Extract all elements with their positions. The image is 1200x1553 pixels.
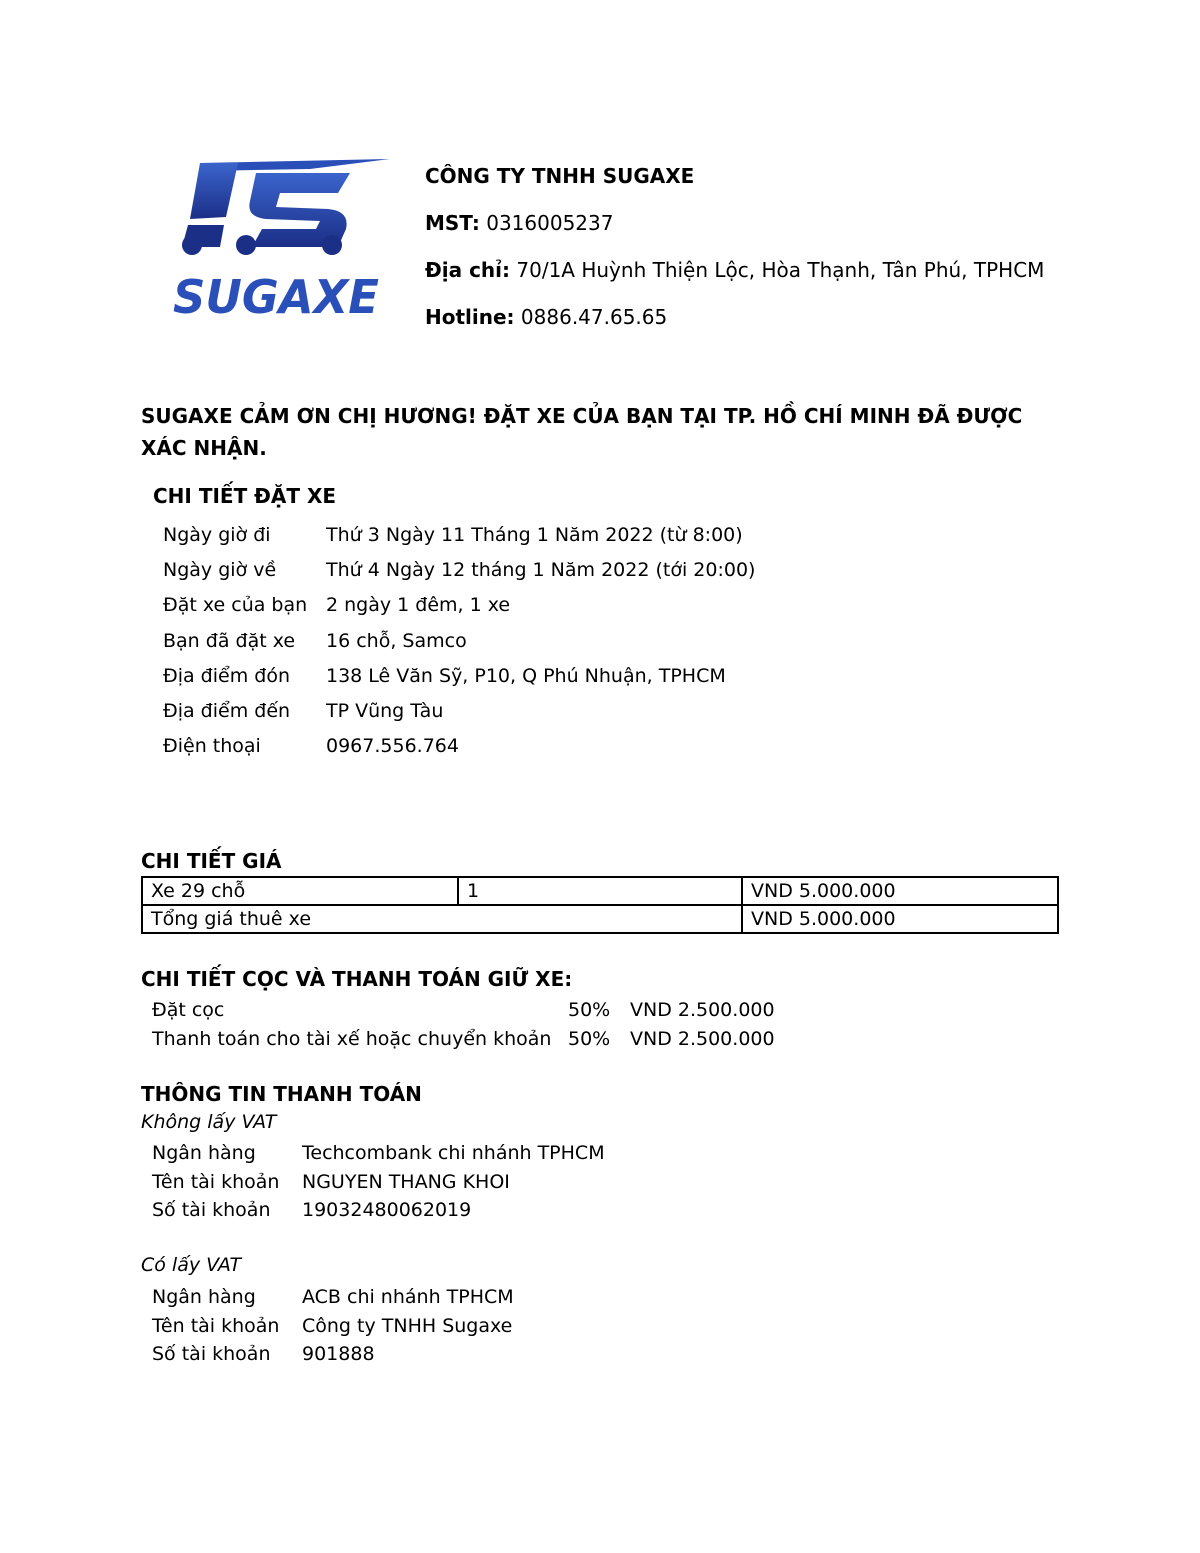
price-total-row: [142, 905, 1058, 933]
booking-label: Địa điểm đến: [163, 699, 291, 722]
deposit-percent: 50%: [568, 1027, 611, 1050]
booking-label: Địa điểm đón: [163, 664, 290, 687]
bank-row: [152, 1283, 514, 1312]
bank-label: Ngân hàng: [152, 1142, 256, 1164]
mst-value: 0316005237: [486, 211, 614, 235]
bank-label: Tên tài khoản: [152, 1314, 280, 1337]
price-details-title: CHI TIẾT GIÁ: [141, 849, 282, 873]
address-value: 70/1A Huỳnh Thiện Lộc, Hòa Thạnh, Tân Phú, TPHCM: [516, 258, 1045, 282]
deposit-details: [152, 996, 775, 1053]
bank-label: Số tài khoản: [152, 1199, 271, 1221]
payment-info-title: THÔNG TIN THANH TOÁN: [141, 1082, 422, 1106]
svg-text:SUGAXE: SUGAXE: [173, 270, 379, 324]
company-name: CÔNG TY TNHH SUGAXE: [425, 164, 695, 188]
price-table: [141, 876, 1059, 934]
vat-title: Có lấy VAT: [141, 1254, 242, 1276]
bank-row: [152, 1168, 605, 1197]
company-name-line: [425, 160, 1044, 207]
price-total-amount: VND 5.000.000: [742, 905, 1058, 933]
booking-label: Đặt xe của bạn: [163, 594, 308, 617]
price-item-row: [142, 877, 1058, 905]
booking-details-title: CHI TIẾT ĐẶT XE: [153, 484, 337, 508]
address-label: Địa chỉ:: [425, 258, 511, 282]
deposit-label: Đặt cọc: [152, 999, 225, 1021]
company-address-line: [425, 254, 1044, 301]
booking-row: [163, 731, 755, 766]
booking-row: [163, 696, 755, 731]
confirmation-message: SUGAXE CẢM ƠN CHỊ HƯƠNG! ĐẶT XE CỦA BẠN TẠI TP. HỒ CHÍ MINH ĐÃ ĐƯỢC XÁC NHẬN.: [141, 404, 1023, 460]
deposit-details-title: CHI TIẾT CỌC VÀ THANH TOÁN GIỮ XE:: [141, 967, 573, 991]
booking-value: Thứ 4 Ngày 12 tháng 1 Năm 2022 (tới 20:00): [326, 559, 756, 582]
booking-value: TP Vũng Tàu: [326, 699, 444, 722]
bank-value: ACB chi nhánh TPHCM: [302, 1286, 514, 1308]
booking-value: 0967.556.764: [326, 735, 459, 758]
hotline-value: 0886.47.65.65: [520, 305, 668, 329]
mst-label: MST:: [425, 211, 480, 235]
booking-label: Bạn đã đặt xe: [163, 629, 296, 652]
bank-value: NGUYEN THANG KHOI: [302, 1170, 510, 1193]
bank-value: 19032480062019: [302, 1199, 472, 1221]
booking-details: [163, 520, 755, 766]
booking-row: [163, 590, 755, 625]
booking-value: 138 Lê Văn Sỹ, P10, Q Phú Nhuận, TPHCM: [326, 664, 726, 687]
bank-value: Công ty TNHH Sugaxe: [302, 1314, 513, 1337]
deposit-amount: VND 2.500.000: [630, 999, 775, 1021]
company-info: [425, 160, 1044, 348]
sugaxe-logo-graphic: [160, 155, 392, 325]
price-item-qty: 1: [458, 877, 742, 905]
no-vat-bank-info: [152, 1139, 605, 1225]
deposit-percent: 50%: [568, 999, 611, 1021]
booking-row: [163, 661, 755, 696]
sugaxe-logo: [160, 155, 392, 325]
hotline-label: Hotline:: [425, 305, 515, 329]
deposit-label: Thanh toán cho tài xế hoặc chuyển khoản: [152, 1027, 552, 1050]
company-hotline-line: [425, 301, 1044, 348]
price-item-name: Xe 29 chỗ: [142, 877, 458, 905]
booking-value: 16 chỗ, Samco: [326, 629, 467, 652]
booking-value: 2 ngày 1 đêm, 1 xe: [326, 594, 511, 617]
deposit-row: [152, 1025, 775, 1054]
deposit-amount: VND 2.500.000: [630, 1027, 775, 1050]
bank-label: Tên tài khoản: [152, 1170, 280, 1193]
price-total-label: Tổng giá thuê xe: [142, 905, 742, 933]
booking-label: Ngày giờ đi: [163, 524, 271, 546]
bank-row: [152, 1340, 514, 1369]
bank-label: Số tài khoản: [152, 1343, 271, 1365]
deposit-row: [152, 996, 775, 1025]
vat-bank-info: [152, 1283, 514, 1369]
bank-value: Techcombank chi nhánh TPHCM: [302, 1142, 605, 1164]
booking-row: [163, 555, 755, 590]
booking-label: Ngày giờ về: [163, 559, 277, 582]
booking-row: [163, 520, 755, 555]
bank-row: [152, 1139, 605, 1168]
price-item-amount: VND 5.000.000: [742, 877, 1058, 905]
bank-row: [152, 1312, 514, 1341]
booking-value: Thứ 3 Ngày 11 Tháng 1 Năm 2022 (từ 8:00): [326, 524, 743, 546]
bank-label: Ngân hàng: [152, 1286, 256, 1308]
booking-label: Điện thoại: [163, 735, 261, 758]
booking-row: [163, 626, 755, 661]
bank-value: 901888: [302, 1343, 375, 1365]
company-mst-line: [425, 207, 1044, 254]
bank-row: [152, 1196, 605, 1225]
no-vat-title: Không lấy VAT: [141, 1111, 277, 1133]
